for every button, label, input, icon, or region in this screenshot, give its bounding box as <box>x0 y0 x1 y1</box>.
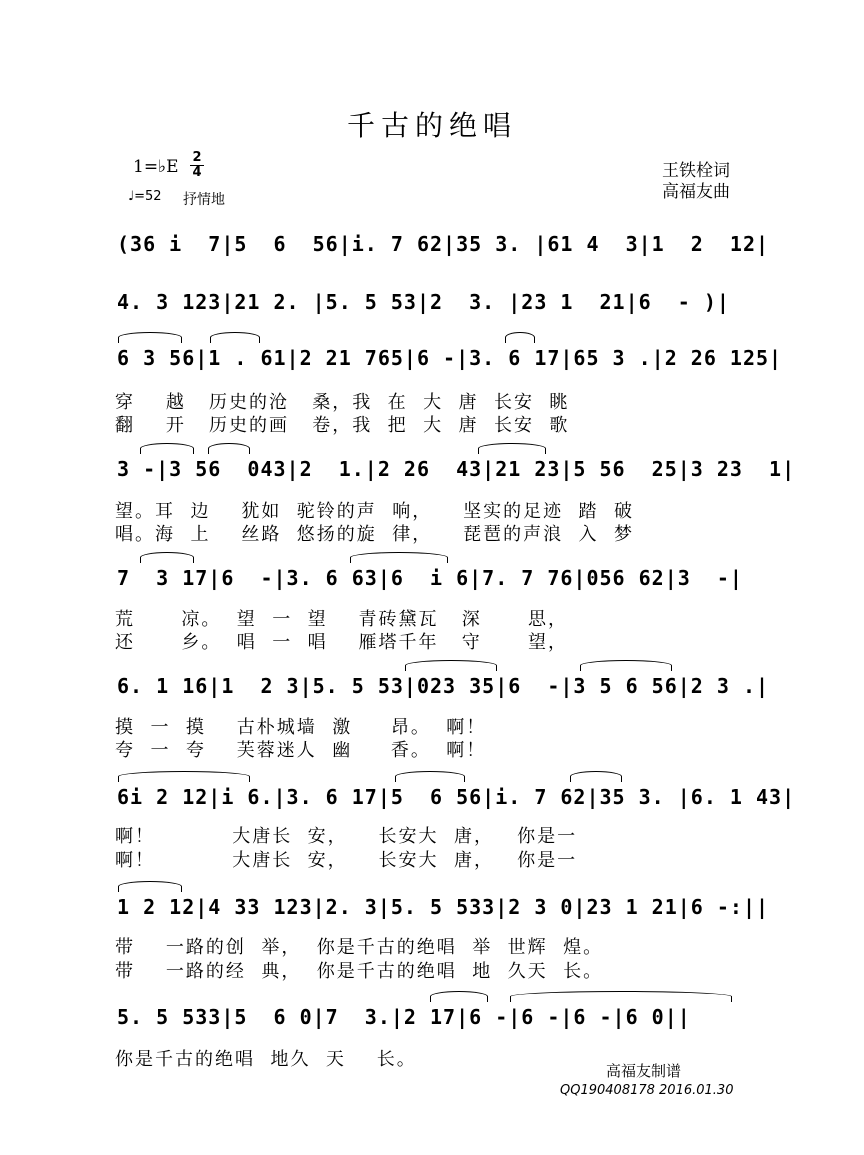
slur-mark <box>140 552 194 563</box>
tempo-marking: ♩=52 <box>128 189 162 204</box>
lyric-line: 夸 一 夸 芙蓉迷人 幽 香。 啊！ <box>115 740 487 761</box>
time-signature <box>190 152 204 179</box>
score-row: 7 3 17|6 -|3. 6 63|6 i 6|7. 7 76|056 62|3 -| <box>117 566 743 590</box>
slur-mark <box>208 443 250 454</box>
lyric-line: 啊！ 大唐长 安， 长安大 唐， 你是一 <box>115 850 578 871</box>
lyric-line: 摸 一 摸 古朴城墙 激 昂。 啊！ <box>115 717 487 738</box>
lyric-line: 穿 越 历史的沧 桑，我 在 大 唐 长安 眺 <box>115 392 570 413</box>
score-row: 6i 2 12|i 6.|3. 6 17|5 6 56|i. 7 62|35 3. |6. 1 43| <box>117 785 796 809</box>
lyricist-credit: 王铁栓词 <box>662 161 730 181</box>
lyric-line: 带 一路的创 举， 你是千古的绝唱 举 世辉 煌。 <box>115 937 604 958</box>
lyric-line: 翻 开 历史的画 卷，我 把 大 唐 长安 歌 <box>115 415 570 436</box>
slur-mark <box>510 991 732 1002</box>
arranger-credit: 高福友制谱 <box>606 1062 682 1080</box>
meter-top: 2 <box>192 150 202 165</box>
key-signature: 1=♭E <box>133 157 179 177</box>
lyric-line: 荒 凉。 望 一 望 青砖黛瓦 深 思， <box>115 609 569 630</box>
slur-mark <box>210 332 260 343</box>
score-row: 4. 3 123|21 2. |5. 5 53|2 3. |23 1 21|6 - )| <box>117 290 730 314</box>
slur-mark <box>118 881 182 892</box>
lyric-line: 带 一路的经 典， 你是千古的绝唱 地 久天 长。 <box>115 961 604 982</box>
composer-credit: 高福友曲 <box>662 182 730 202</box>
slur-mark <box>570 771 622 782</box>
footer-stamp: QQ190408178 2016.01.30 <box>560 1083 734 1098</box>
slur-mark <box>118 332 182 343</box>
score-row: 5. 5 533|5 6 0|7 3.|2 17|6 -|6 -|6 -|6 0|| <box>117 1005 691 1029</box>
lyric-line: 望。耳 边 犹如 驼铃的声 响， 坚实的足迹 踏 破 <box>115 501 634 522</box>
expression-marking: 抒情地 <box>183 192 225 208</box>
slur-mark <box>140 443 194 454</box>
page-title: 千古的绝唱 <box>346 109 517 142</box>
score-row: 3 -|3 56 043|2 1.|2 26 43|21 23|5 56 25|3 23 1| <box>117 457 796 481</box>
slur-mark <box>430 991 488 1002</box>
lyric-line: 你是千古的绝唱 地久 天 长。 <box>115 1049 417 1070</box>
slur-mark <box>478 443 546 454</box>
lyric-line: 唱。海 上 丝路 悠扬的旋 律， 琵琶的声浪 入 梦 <box>115 524 634 545</box>
slur-mark <box>350 552 448 563</box>
score-row: 6. 1 16|1 2 3|5. 5 53|023 35|6 -|3 5 6 56|2 3 .| <box>117 674 770 698</box>
score-row: 6 3 56|1 . 61|2 21 765|6 -|3. 6 17|65 3 .|2 26 125| <box>117 346 783 370</box>
lyric-line: 还 乡。 唱 一 唱 雁塔千年 守 望， <box>115 632 569 653</box>
lyric-line: 啊！ 大唐长 安， 长安大 唐， 你是一 <box>115 826 578 847</box>
score-row: (36 i 7|5 6 56|i. 7 62|35 3. |61 4 3|1 2 12| <box>117 232 770 256</box>
score-row: 1 2 12|4 33 123|2. 3|5. 5 533|2 3 0|23 1 21|6 -:|| <box>117 895 770 919</box>
slur-mark <box>395 771 465 782</box>
slur-mark <box>118 771 250 782</box>
slur-mark <box>580 660 672 671</box>
slur-mark <box>405 660 497 671</box>
meter-bottom: 4 <box>192 165 202 180</box>
slur-mark <box>505 332 535 343</box>
